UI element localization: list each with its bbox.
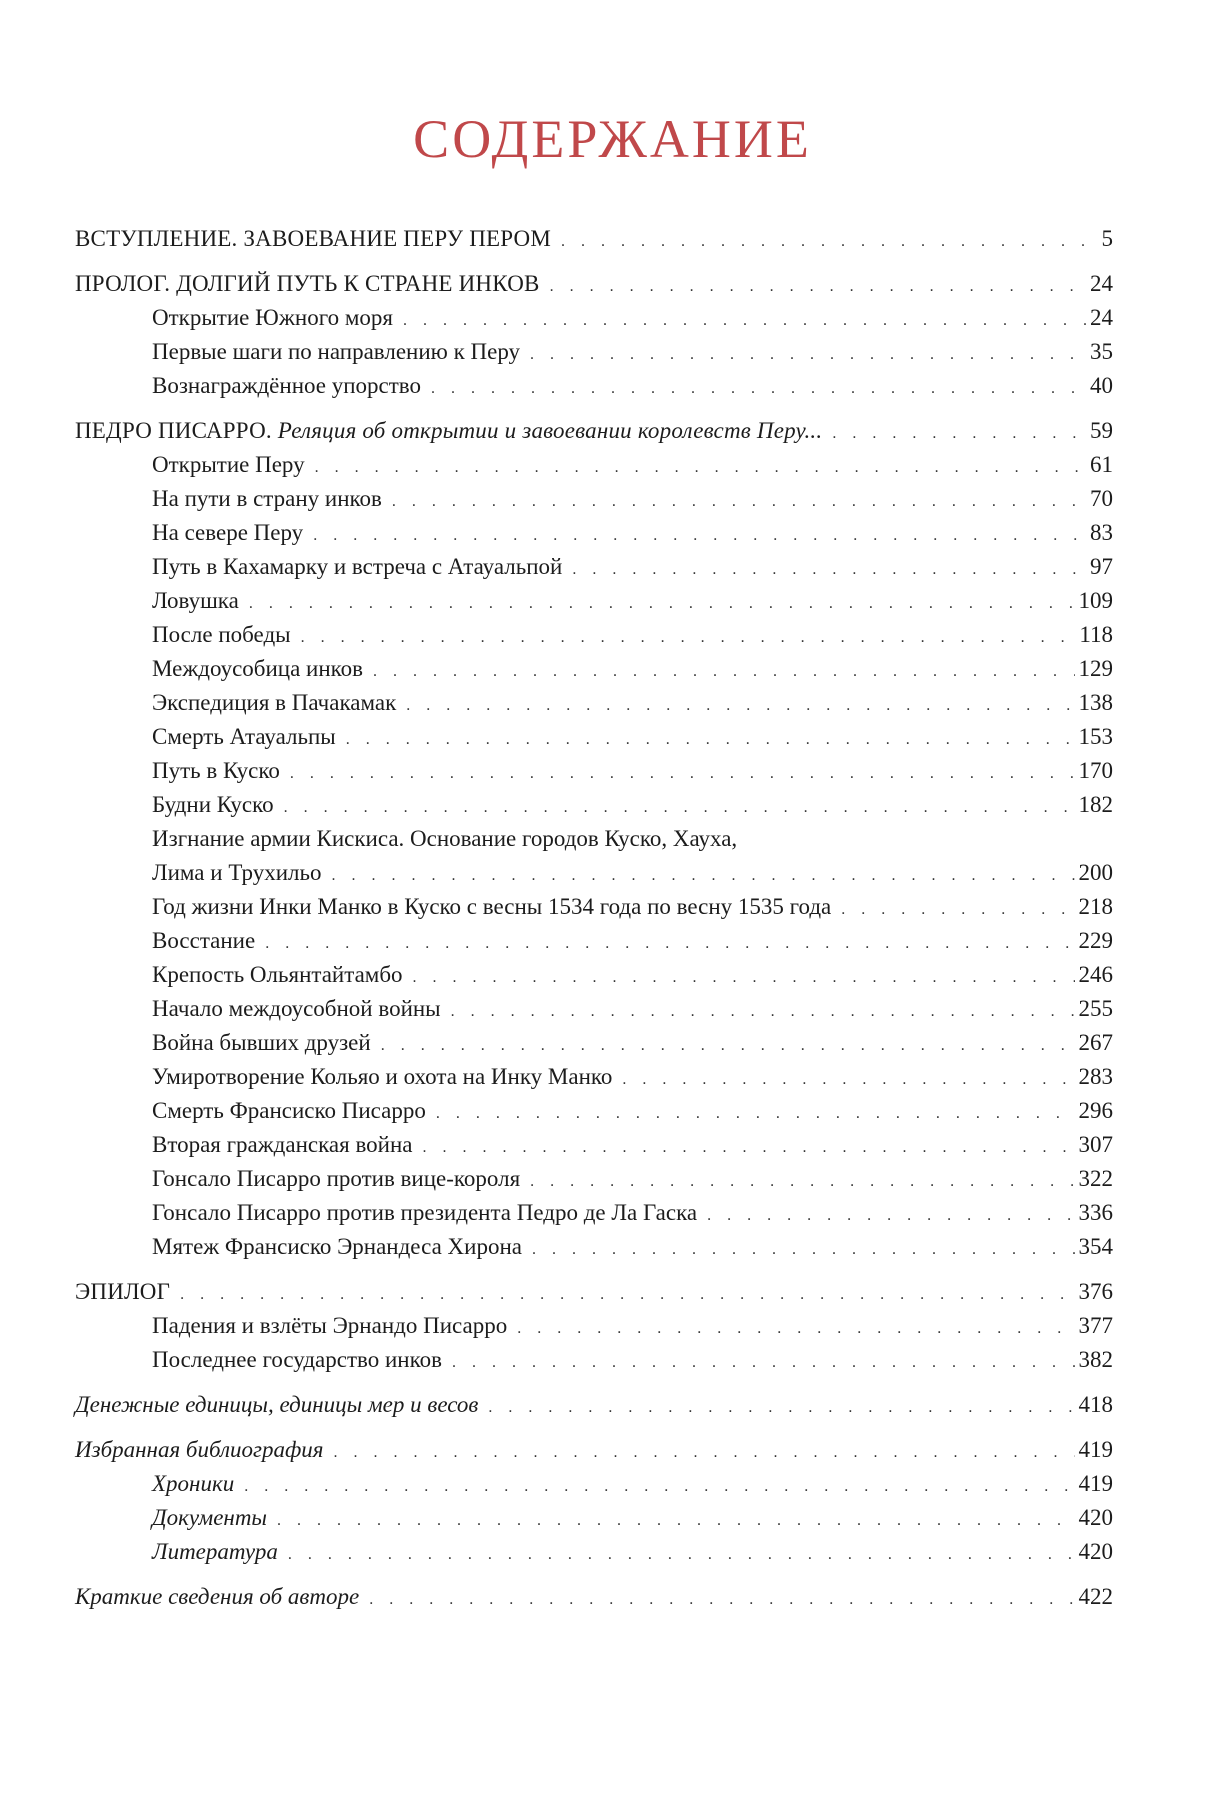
toc-entry-title: На севере Перу (152, 520, 304, 545)
toc-page-number: 267 (1078, 1030, 1113, 1055)
toc-entry[interactable] (75, 1230, 1113, 1264)
toc-entry[interactable] (75, 924, 1113, 958)
toc-page-number: 170 (1078, 758, 1113, 783)
toc-entry[interactable] (75, 1196, 1113, 1230)
dot-leader (530, 338, 1086, 372)
toc-entry[interactable] (75, 686, 1113, 720)
toc-entry-title: Междоусобица инков (152, 656, 364, 681)
dot-leader (392, 485, 1086, 519)
dot-leader (334, 1436, 1075, 1470)
dot-leader (622, 1063, 1074, 1097)
dot-leader (572, 553, 1086, 587)
toc-entry[interactable] (75, 414, 1113, 448)
toc-entry[interactable] (75, 856, 1113, 890)
toc-page-number: 420 (1078, 1539, 1113, 1564)
toc-page-number: 97 (1090, 554, 1113, 579)
toc-page-number: 83 (1090, 520, 1113, 545)
toc-page-number: 420 (1078, 1505, 1113, 1530)
table-of-contents (75, 222, 1113, 1614)
toc-entry-title: Восстание (152, 928, 256, 953)
toc-page-number: 322 (1078, 1166, 1113, 1191)
toc-entry-title: Путь в Куско (152, 758, 280, 783)
toc-entry-title: Изгнание армии Кискиса. Основание городов Куско, Хауха, (152, 826, 738, 851)
toc-page-number: 307 (1078, 1132, 1113, 1157)
toc-entry-title: ВСТУПЛЕНИЕ. ЗАВОЕВАНИЕ ПЕРУ ПЕРОМ (75, 226, 551, 251)
toc-entry[interactable] (75, 1467, 1113, 1501)
toc-entry-title (75, 414, 822, 448)
toc-page-number: 296 (1078, 1098, 1113, 1123)
toc-entry-title: Первые шаги по направлению к Перу (152, 339, 521, 364)
dot-leader (832, 417, 1086, 451)
toc-entry-title: Смерть Атауальпы (152, 724, 336, 749)
toc-entry[interactable] (75, 1309, 1113, 1343)
toc-entry[interactable] (75, 1094, 1113, 1128)
toc-entry-title: Избранная библиография (75, 1437, 324, 1462)
toc-entry-title: Гонсало Писарро против президента Педро де Ла Гаска (152, 1200, 698, 1225)
toc-entry[interactable] (75, 890, 1113, 924)
toc-entry[interactable] (75, 754, 1113, 788)
toc-page-number: 376 (1078, 1279, 1113, 1304)
toc-page-number: 255 (1078, 996, 1113, 1021)
dot-leader (277, 1504, 1074, 1538)
toc-entry-title: Денежные единицы, единицы мер и весов (75, 1392, 479, 1417)
toc-page-number: 218 (1078, 894, 1113, 919)
dot-leader (284, 791, 1075, 825)
dot-leader (288, 1538, 1075, 1572)
toc-page-number: 129 (1078, 656, 1113, 681)
toc-entry[interactable] (75, 1535, 1113, 1569)
toc-entry[interactable] (75, 550, 1113, 584)
toc-entry[interactable] (75, 516, 1113, 550)
toc-entry-title: Падения и взлёты Эрнандо Писарро (152, 1313, 508, 1338)
toc-entry[interactable] (75, 584, 1113, 618)
toc-entry-title: Гонсало Писарро против вице-короля (152, 1166, 521, 1191)
toc-entry-title: Умиротворение Кольяо и охота на Инку Манко (152, 1064, 613, 1089)
toc-entry-title: Начало междоусобной войны (152, 996, 441, 1021)
toc-page-number: 24 (1090, 305, 1113, 330)
dot-leader (532, 1233, 1075, 1267)
toc-entry[interactable] (75, 788, 1113, 822)
dot-leader (452, 1346, 1075, 1380)
toc-page-number: 70 (1090, 486, 1113, 511)
toc-entry[interactable] (75, 1433, 1113, 1467)
toc-entry[interactable] (75, 1343, 1113, 1377)
toc-page-number: 246 (1078, 962, 1113, 987)
toc-entry-title: Последнее государство инков (152, 1347, 442, 1372)
dot-leader (373, 655, 1074, 689)
toc-page-number: 35 (1090, 339, 1113, 364)
dot-leader (331, 859, 1074, 893)
toc-entry-title: Краткие сведения об авторе (75, 1584, 360, 1609)
toc-entry-title: Война бывших друзей (152, 1030, 371, 1055)
toc-page-number: 59 (1090, 418, 1113, 443)
dot-leader (451, 995, 1075, 1029)
dot-leader (346, 723, 1075, 757)
toc-page-number: 118 (1079, 622, 1113, 647)
toc-page-number: 382 (1078, 1347, 1113, 1372)
toc-entry-subtitle: Реляция об открытии и завоевании королевств Перу... (277, 418, 823, 443)
dot-leader (265, 927, 1074, 961)
toc-entry-title: Экспедиция в Пачакамак (152, 690, 397, 715)
dot-leader (244, 1470, 1074, 1504)
toc-entry[interactable] (75, 267, 1113, 301)
toc-entry[interactable] (75, 1501, 1113, 1535)
toc-entry[interactable] (75, 222, 1113, 256)
dot-leader (488, 1391, 1074, 1425)
toc-entry-title: Вознаграждённое упорство (152, 373, 422, 398)
dot-leader (436, 1097, 1075, 1131)
toc-page-number: 153 (1078, 724, 1113, 749)
toc-entry[interactable] (75, 369, 1113, 403)
toc-entry[interactable] (75, 992, 1113, 1026)
toc-entry[interactable] (75, 1388, 1113, 1422)
toc-entry-title: Открытие Южного моря (152, 305, 393, 330)
toc-entry-title: Мятеж Франсиско Эрнандеса Хирона (152, 1234, 522, 1259)
dot-leader (180, 1278, 1074, 1312)
toc-page-number: 200 (1078, 860, 1113, 885)
toc-page-number: 24 (1090, 271, 1113, 296)
toc-page-number: 354 (1078, 1234, 1113, 1259)
toc-entry[interactable] (75, 618, 1113, 652)
toc-entry-title: Лима и Трухильо (152, 860, 322, 885)
toc-entry-title: Путь в Кахамарку и встреча с Атауальпой (152, 554, 563, 579)
toc-entry[interactable] (75, 482, 1113, 516)
dot-leader (381, 1029, 1075, 1063)
dot-leader (422, 1131, 1074, 1165)
toc-page-number: 336 (1078, 1200, 1113, 1225)
toc-entry[interactable] (75, 958, 1113, 992)
toc-page-number: 5 (1101, 226, 1113, 251)
toc-page-number: 40 (1090, 373, 1113, 398)
toc-entry[interactable] (75, 1580, 1113, 1614)
dot-leader (413, 961, 1075, 995)
dot-leader (841, 893, 1074, 927)
dot-leader (313, 519, 1086, 553)
toc-entry-title: ЭПИЛОГ (75, 1279, 171, 1304)
toc-page-number: 419 (1078, 1437, 1113, 1462)
toc-entry-title: После победы (152, 622, 291, 647)
page-title: СОДЕРЖАНИЕ (413, 109, 812, 169)
dot-leader (301, 621, 1076, 655)
dot-leader (406, 689, 1074, 723)
dot-leader (707, 1199, 1074, 1233)
toc-page-number: 138 (1078, 690, 1113, 715)
toc-entry[interactable] (75, 1128, 1113, 1162)
toc-page-number: 182 (1078, 792, 1113, 817)
dot-leader (550, 270, 1086, 304)
toc-entry[interactable] (75, 448, 1113, 482)
toc-entry-title: Литература (152, 1539, 278, 1564)
toc-entry[interactable] (75, 1026, 1113, 1060)
toc-page-number: 229 (1078, 928, 1113, 953)
toc-entry[interactable] (75, 1162, 1113, 1196)
dot-leader (561, 225, 1098, 259)
toc-entry-title: ПРОЛОГ. ДОЛГИЙ ПУТЬ К СТРАНЕ ИНКОВ (75, 271, 540, 296)
toc-entry-line[interactable] (75, 822, 1113, 856)
dot-leader (517, 1312, 1074, 1346)
dot-leader (369, 1583, 1074, 1617)
toc-page-number: 419 (1078, 1471, 1113, 1496)
dot-leader (431, 372, 1086, 406)
toc-page-number: 377 (1078, 1313, 1113, 1338)
toc-entry[interactable] (75, 335, 1113, 369)
toc-entry[interactable] (75, 652, 1113, 686)
toc-entry-title: Вторая гражданская война (152, 1132, 413, 1157)
dot-leader (290, 757, 1075, 791)
toc-entry[interactable] (75, 720, 1113, 754)
toc-entry-title: Хроники (152, 1471, 235, 1496)
toc-page-number: 283 (1078, 1064, 1113, 1089)
toc-page-number: 422 (1078, 1584, 1113, 1609)
toc-entry-title: На пути в страну инков (152, 486, 382, 511)
dot-leader (403, 304, 1086, 338)
toc-entry-title: Крепость Ольянтайтамбо (152, 962, 403, 987)
toc-entry-author: ПЕДРО ПИСАРРО. (75, 418, 272, 443)
toc-entry-title: Ловушка (152, 588, 239, 613)
toc-page-number: 61 (1090, 452, 1113, 477)
toc-entry[interactable] (75, 1060, 1113, 1094)
toc-entry-title: Год жизни Инки Манко в Куско с весны 1534 года по весну 1535 года (152, 894, 832, 919)
dot-leader (249, 587, 1075, 621)
toc-entry[interactable] (75, 301, 1113, 335)
toc-entry[interactable] (75, 1275, 1113, 1309)
toc-entry-title: Открытие Перу (152, 452, 305, 477)
toc-page-number: 109 (1078, 588, 1113, 613)
toc-entry-title: Документы (152, 1505, 268, 1530)
toc-entry-title: Смерть Франсиско Писарро (152, 1098, 426, 1123)
dot-leader (315, 451, 1086, 485)
toc-page-number: 418 (1078, 1392, 1113, 1417)
toc-entry-title: Будни Куско (152, 792, 274, 817)
dot-leader (530, 1165, 1074, 1199)
